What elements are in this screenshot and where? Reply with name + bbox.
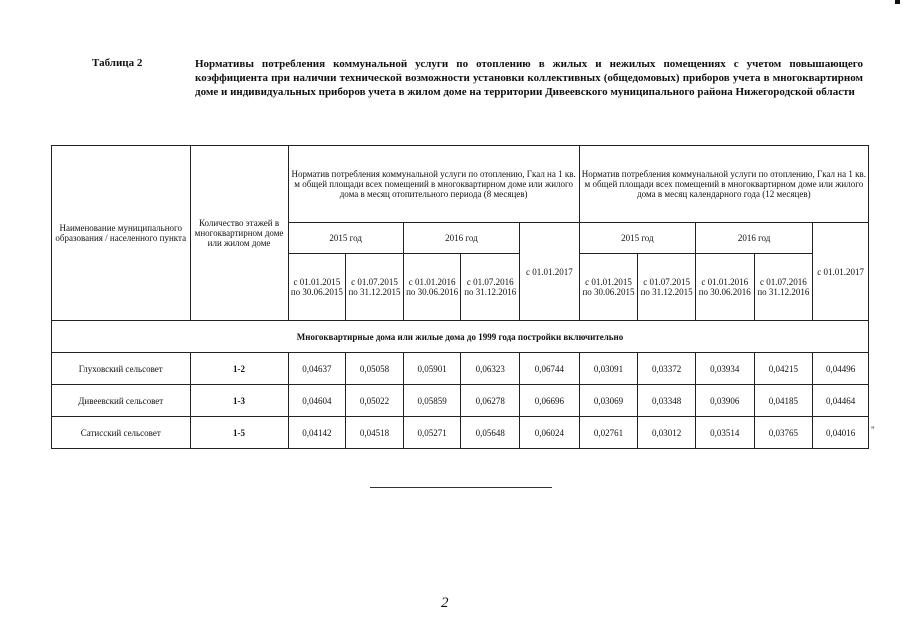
norm-value: 0,04637 xyxy=(288,353,346,385)
norm-value: 0,06696 xyxy=(520,385,580,417)
period-header: с 01.07.2016 по 31.12.2016 xyxy=(461,254,520,321)
norm-value: 0,05271 xyxy=(403,417,461,449)
period-header: с 01.07.2015 по 31.12.2015 xyxy=(638,254,696,321)
section-title: Многоквартирные дома или жилые дома до 1999 года постройки включительно xyxy=(52,321,869,353)
floors-value: 1-5 xyxy=(190,417,288,449)
norm-value: 0,03514 xyxy=(695,417,754,449)
norm-value: 0,04016 xyxy=(813,417,869,449)
year-header-2015: 2015 год xyxy=(288,223,403,254)
column-group-calendar-year: Норматив потребления коммунальной услуги по отоплению, Гкал на 1 кв. м общей площади всех помещений в многоквартирном доме или жилого дома в месяц календарного года (12 месяцев) xyxy=(579,146,868,223)
norm-value: 0,06323 xyxy=(461,353,520,385)
closing-quote-mark: " xyxy=(871,425,875,435)
section-row xyxy=(52,321,869,353)
norm-value: 0,05022 xyxy=(346,385,404,417)
norm-value: 0,03069 xyxy=(579,385,638,417)
settlement-name: Дивеевский сельсовет xyxy=(52,385,191,417)
period-header: с 01.01.2015 по 30.06.2015 xyxy=(288,254,346,321)
period-header: с 01.01.2016 по 30.06.2016 xyxy=(695,254,754,321)
table-row xyxy=(52,353,869,385)
norm-value: 0,02761 xyxy=(579,417,638,449)
norm-value: 0,04604 xyxy=(288,385,346,417)
period-header: с 01.07.2016 по 31.12.2016 xyxy=(754,254,813,321)
horizontal-rule xyxy=(370,487,552,488)
norm-value: 0,03348 xyxy=(638,385,696,417)
table-caption-label: Таблица 2 xyxy=(92,57,143,69)
norm-value: 0,05648 xyxy=(461,417,520,449)
column-header-name: Наименование муниципального образования / населенного пункта xyxy=(52,146,191,321)
settlement-name: Глуховский сельсовет xyxy=(52,353,191,385)
header-row-group xyxy=(52,146,869,223)
norm-value: 0,04464 xyxy=(813,385,869,417)
norm-value: 0,06024 xyxy=(520,417,580,449)
table-caption-text: Нормативы потребления коммунальной услуги по отоплению в жилых и нежилых помещениях с учетом повышающего коэффициента при наличии технической возможности установки коллективных (общедомовых) приборов учета в многоквартирном доме и индивидуальных приборов учета в жилом доме на территории Дивеевского муниципального района Нижегородской области xyxy=(195,58,863,98)
norm-value: 0,05901 xyxy=(403,353,461,385)
column-header-floors: Количество этажей в многоквартирном доме или жилом доме xyxy=(190,146,288,321)
period-header: с 01.01.2015 по 30.06.2015 xyxy=(579,254,638,321)
norm-value: 0,04496 xyxy=(813,353,869,385)
period-header-from-2017: с 01.01.2017 xyxy=(813,223,869,321)
period-header: с 01.01.2016 по 30.06.2016 xyxy=(403,254,461,321)
norm-value: 0,03906 xyxy=(695,385,754,417)
norm-value: 0,03372 xyxy=(638,353,696,385)
norm-value: 0,05058 xyxy=(346,353,404,385)
norm-value: 0,03934 xyxy=(695,353,754,385)
norm-value: 0,06278 xyxy=(461,385,520,417)
year-header-2016: 2016 год xyxy=(403,223,519,254)
norm-value: 0,03012 xyxy=(638,417,696,449)
norm-value: 0,04518 xyxy=(346,417,404,449)
norm-value: 0,06744 xyxy=(520,353,580,385)
table-row xyxy=(52,385,869,417)
year-header-2016: 2016 год xyxy=(695,223,812,254)
norm-value: 0,04215 xyxy=(754,353,813,385)
norm-value: 0,03091 xyxy=(579,353,638,385)
norm-value: 0,03765 xyxy=(754,417,813,449)
norm-value: 0,05859 xyxy=(403,385,461,417)
settlement-name: Сатисский сельсовет xyxy=(52,417,191,449)
norm-value: 0,04142 xyxy=(288,417,346,449)
year-header-2015: 2015 год xyxy=(579,223,695,254)
norm-value: 0,04185 xyxy=(754,385,813,417)
page-number: 2 xyxy=(441,595,449,611)
heating-norms-table xyxy=(51,145,869,449)
floors-value: 1-3 xyxy=(190,385,288,417)
period-header: с 01.07.2015 по 31.12.2015 xyxy=(346,254,404,321)
table-row xyxy=(52,417,869,449)
period-header-from-2017: с 01.01.2017 xyxy=(520,223,580,321)
scan-corner-mark xyxy=(895,0,900,4)
floors-value: 1-2 xyxy=(190,353,288,385)
column-group-heating-period: Норматив потребления коммунальной услуги по отоплению, Гкал на 1 кв. м общей площади всех помещений в многоквартирном доме или жилого дома в месяц отопительного периода (8 месяцев) xyxy=(288,146,579,223)
